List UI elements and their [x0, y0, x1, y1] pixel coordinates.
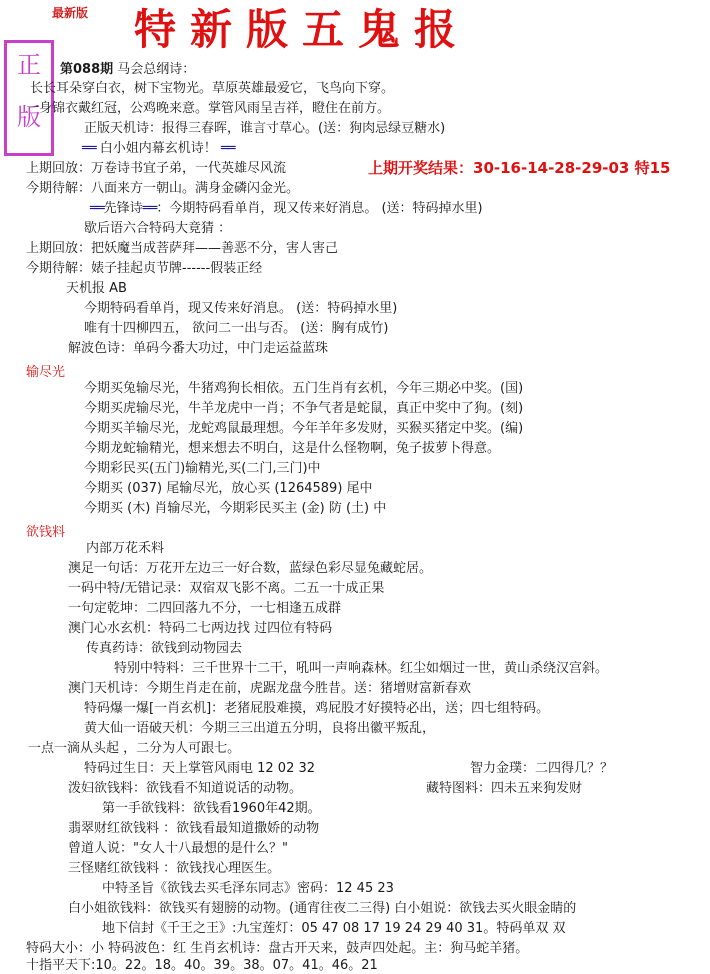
intellect-gem: 智力金璞：二四得几？？ — [470, 761, 614, 776]
lose-line-7: 今期买 (木) 肖输尽光，今期彩民买主 (金) 防 (土) 中 — [84, 501, 387, 516]
lose-line-2: 今期买虎输尽光，牛羊龙虎中一肖；不争气者是蛇鼠，真正中奖中了狗。(刻) — [84, 401, 524, 416]
section-lose-all: 输尽光 — [26, 365, 66, 380]
imperial-decree: 中特圣旨《欲钱去买毛泽东同志》密码：12 45 23 — [102, 881, 394, 896]
one-code-record: 一码中特/无错记录：双宿双飞影不离。二五一十成正果 — [68, 581, 385, 596]
last-replay-1: 上期回放：万卷诗书宜子弟，一代英雄尽风流 — [26, 161, 287, 176]
hidden-picture-tips: 藏特图料：四未五来狗发财 — [426, 781, 583, 796]
tianji-line-1: 今期特码看单肖，现又传来好消息。 (送：特码掉水里) — [84, 301, 398, 316]
riddle-heading: 歇后语六合特码大竟猜 ： — [84, 221, 232, 236]
stamp-top-char: 正 — [17, 51, 41, 79]
baixiaojie-heading — [82, 141, 235, 157]
general-poem-label: 马会总纲诗： — [117, 62, 196, 77]
three-oddities-tips: 三怪赌红欲钱料 ：欲钱找心理医生。 — [68, 861, 281, 876]
issue-line — [60, 62, 195, 78]
baixiaojie-tips: 白小姐欲钱料：欲钱买有翅膀的动物。(通宵往夜二三得) 白小姐说：欲钱去买火眼金睛的 — [68, 901, 577, 916]
last-replay-2: 上期回放：把妖魔当成菩萨拜——善恶不分，害人害己 — [26, 241, 339, 256]
to-solve-1: 今期待解：八面来方一朝山。满身金磷闪金光。 — [26, 181, 300, 196]
macau-heart-water: 澳门心水玄机：特码二七两边找 过四位有特码 — [68, 621, 333, 636]
jade-tips: 翡翠财红欲钱料 ：欲钱看最知道撒娇的动物 — [68, 821, 320, 836]
lose-line-6: 今期买 (037) 尾输尽光，放心买 (1264589) 尾中 — [84, 481, 373, 496]
inner-flower-tips: 内部万花禾料 — [86, 541, 165, 556]
bar-decor: ══ — [220, 141, 235, 156]
wave-color-poem: 解波色诗：单码今番大功过，中门走运益蓝珠 — [68, 341, 329, 356]
special-birthday: 特码过生日：天上掌管风雨电 12 02 32 — [84, 761, 316, 776]
tianji-report: 天机报 AB — [66, 281, 127, 296]
fax-medicine-poem: 传真药诗：欲钱到动物园去 — [86, 641, 243, 656]
tianji-poem: 正版天机诗：报得三春晖，谁言寸草心。(送：狗肉忌绿豆糖水) — [84, 121, 446, 136]
ten-fingers: 十指平天下:10。22。18。40。39。38。07。41。46。21 — [26, 958, 378, 973]
step-by-step: 一点一滴从头起 ，二分为人可跟七。 — [28, 741, 241, 756]
zhengban-stamp — [4, 40, 54, 156]
taoist-says: 曾道人说："女人十八最想的是什么？" — [68, 841, 288, 856]
bar-decor: ══ — [90, 201, 104, 216]
wong-tai-sin: 黄大仙一语破天机：今期三三出道五分明，良将出徽平叛乱， — [84, 721, 436, 736]
special-burst: 特码爆一爆[一肖玄机]：老猪屁股难摸，鸡屁股才好摸特必出，送；四七组特码。 — [84, 701, 550, 716]
lose-line-4: 今期龙蛇输精光，想来想去不明白，这是什么怪物啊，兔子拔萝卜得意。 — [84, 441, 501, 456]
first-hand-tips: 第一手欲钱料：欲钱看1960年42期。 — [102, 801, 321, 816]
section-money-tips: 欲钱料 — [26, 525, 66, 540]
one-sentence: 一句定乾坤：二四回落九不分，一七相逢五成群 — [68, 601, 342, 616]
tianji-line-2: 唯有十四柳四五， 欲问二一出与否。 (送：胸有成竹) — [84, 321, 389, 336]
code-size-color: 特码大小：小 特码波色：红 生肖玄机诗：盘古开天来，鼓声四处起。主：狗马蛇羊猪。 — [26, 941, 529, 956]
lose-line-3: 今期买羊输尽光，龙蛇鸡鼠最理想。今年羊年多发财，买猴买猪定中奖。(编) — [84, 421, 524, 436]
page-title: 特新版五鬼报 — [134, 5, 471, 54]
issue-number: 第088期 — [60, 62, 114, 77]
shrew-tips: 泼妇欲钱料：欲钱看不知道说话的动物。 — [68, 781, 303, 796]
underground-envelope: 地下信封《千王之王》:九宝莲灯：05 47 08 17 19 24 29 40 31。特码单双 双 — [102, 921, 566, 936]
edition-tag: 最新版 — [52, 6, 89, 20]
to-solve-2: 今期待解：婊子挂起贞节牌------假装正经 — [26, 261, 263, 276]
lose-line-1: 今期买兔输尽光，牛猪鸡狗长相依。五门生肖有玄机，今年三期必中奖。(国) — [84, 381, 524, 396]
macau-one-phrase: 澳足一句话：万花开左边三一好合数，蓝绿色彩尽显兔藏蛇居。 — [68, 561, 433, 576]
poem-line-1: 长长耳朵穿白衣，树下宝物光。草原英雄最爱它，飞鸟向下穿。 — [30, 81, 395, 96]
bar-decor: ══ — [82, 141, 96, 156]
macau-tianji-poem: 澳门天机诗：今期生肖走在前，虎踞龙盘今胜昔。送：猪增财富新春欢 — [68, 681, 472, 696]
lose-line-5: 今期彩民买(五门)输精光,买(二门,三门)中 — [84, 461, 321, 476]
vanguard-poem — [90, 201, 483, 217]
baixiaojie-label: 白小姐内幕玄机诗！ — [99, 141, 217, 156]
bar-decor: ══ — [142, 201, 157, 216]
vanguard-label: 先锋诗 — [103, 201, 143, 216]
last-draw-result: 上期开奖结果：30-16-14-28-29-03 特15 — [368, 159, 671, 177]
stamp-bottom-char: 版 — [17, 103, 41, 131]
poem-line-2: 一身锦衣戴红冠，公鸡晚来意。掌管风雨呈吉祥，瞪住在前方。 — [26, 101, 391, 116]
vanguard-text: ：今期特码看单肖，现又传来好消息。 (送：特码掉水里) — [156, 201, 483, 216]
special-tips: 特别中特料：三千世界十二干，吼叫一声响森林。红尘如烟过一世，黄山杀绕汉宫斜。 — [114, 661, 609, 676]
